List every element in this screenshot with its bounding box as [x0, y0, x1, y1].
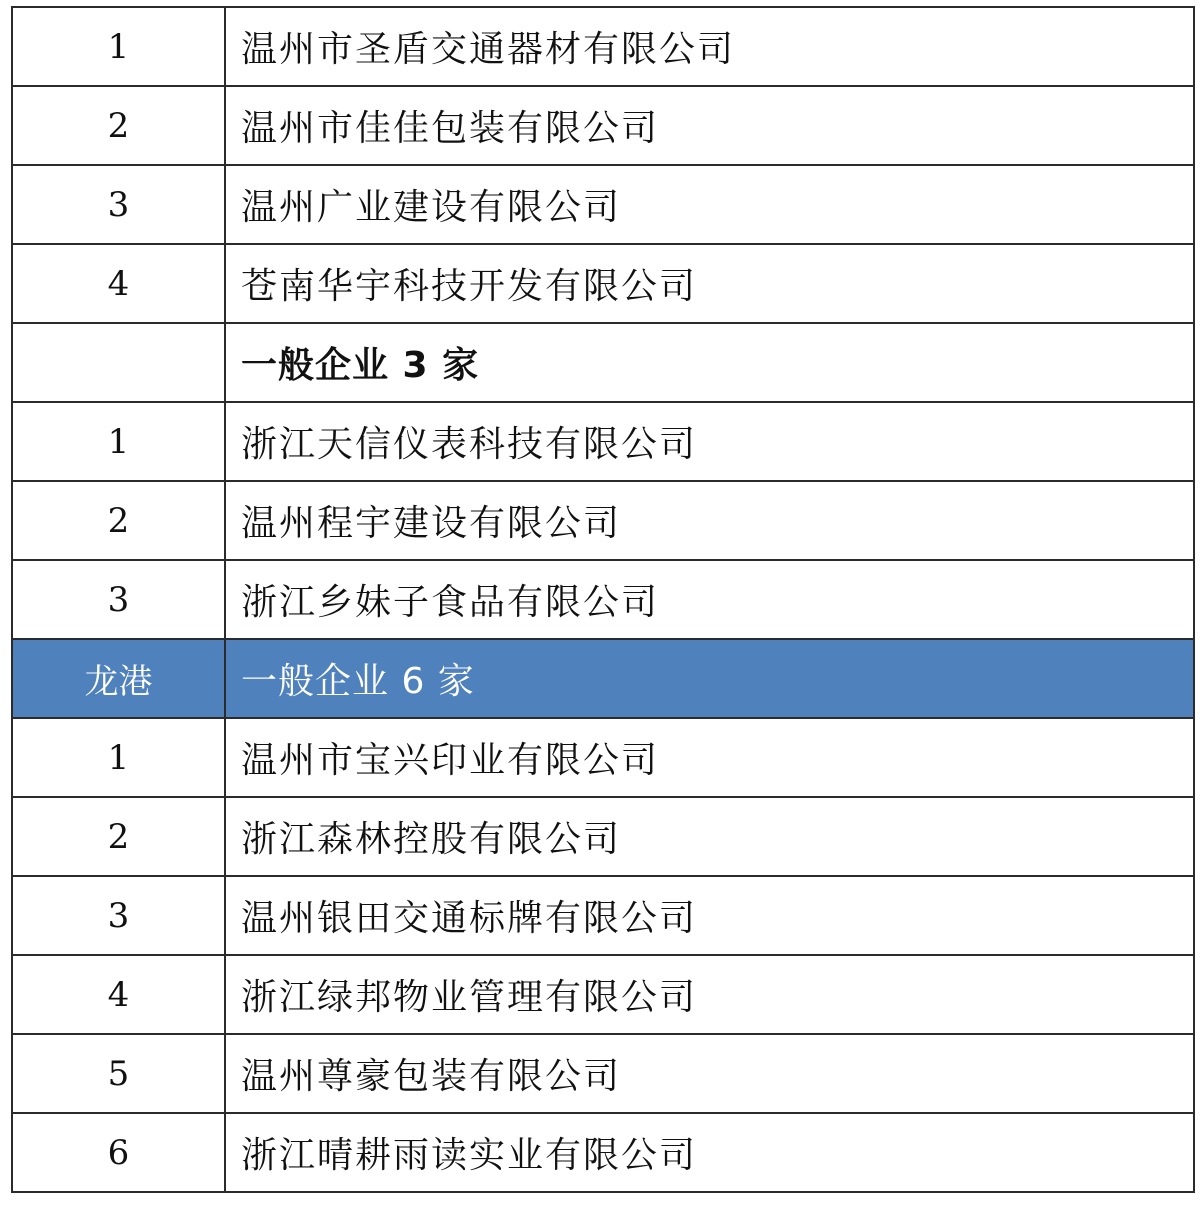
section-region-cell	[12, 323, 225, 402]
company-list-table-wrapper	[11, 6, 1193, 1193]
region-header-row	[12, 639, 1194, 718]
region-section-title: 一般企业 6 家	[225, 639, 1194, 718]
company-name: 温州程宇建设有限公司	[225, 481, 1194, 560]
company-name: 温州尊豪包装有限公司	[225, 1034, 1194, 1113]
row-index: 2	[12, 797, 225, 876]
row-index: 2	[12, 481, 225, 560]
table-row	[12, 955, 1194, 1034]
row-index: 4	[12, 955, 225, 1034]
table-row	[12, 1034, 1194, 1113]
row-index: 2	[12, 86, 225, 165]
company-name: 浙江天信仪表科技有限公司	[225, 402, 1194, 481]
company-name: 温州广业建设有限公司	[225, 165, 1194, 244]
table-row	[12, 481, 1194, 560]
company-name: 温州银田交通标牌有限公司	[225, 876, 1194, 955]
row-index: 3	[12, 560, 225, 639]
section-title: 一般企业 3 家	[225, 323, 1194, 402]
region-name: 龙港	[12, 639, 225, 718]
row-index: 3	[12, 876, 225, 955]
company-name: 温州市宝兴印业有限公司	[225, 718, 1194, 797]
table-row	[12, 86, 1194, 165]
table-row	[12, 718, 1194, 797]
table-row	[12, 876, 1194, 955]
row-index: 6	[12, 1113, 225, 1192]
table-row	[12, 7, 1194, 86]
table-row	[12, 560, 1194, 639]
company-name: 温州市佳佳包装有限公司	[225, 86, 1194, 165]
company-name: 苍南华宇科技开发有限公司	[225, 244, 1194, 323]
row-index: 5	[12, 1034, 225, 1113]
row-index: 3	[12, 165, 225, 244]
company-list-table	[11, 6, 1195, 1193]
row-index: 1	[12, 718, 225, 797]
table-row	[12, 165, 1194, 244]
table-row	[12, 402, 1194, 481]
table-row	[12, 797, 1194, 876]
row-index: 1	[12, 402, 225, 481]
company-name: 浙江晴耕雨读实业有限公司	[225, 1113, 1194, 1192]
company-name: 浙江乡妹子食品有限公司	[225, 560, 1194, 639]
company-name: 温州市圣盾交通器材有限公司	[225, 7, 1194, 86]
row-index: 1	[12, 7, 225, 86]
company-name: 浙江森林控股有限公司	[225, 797, 1194, 876]
table-row	[12, 1113, 1194, 1192]
company-name: 浙江绿邦物业管理有限公司	[225, 955, 1194, 1034]
table-row	[12, 244, 1194, 323]
row-index: 4	[12, 244, 225, 323]
section-header-row	[12, 323, 1194, 402]
